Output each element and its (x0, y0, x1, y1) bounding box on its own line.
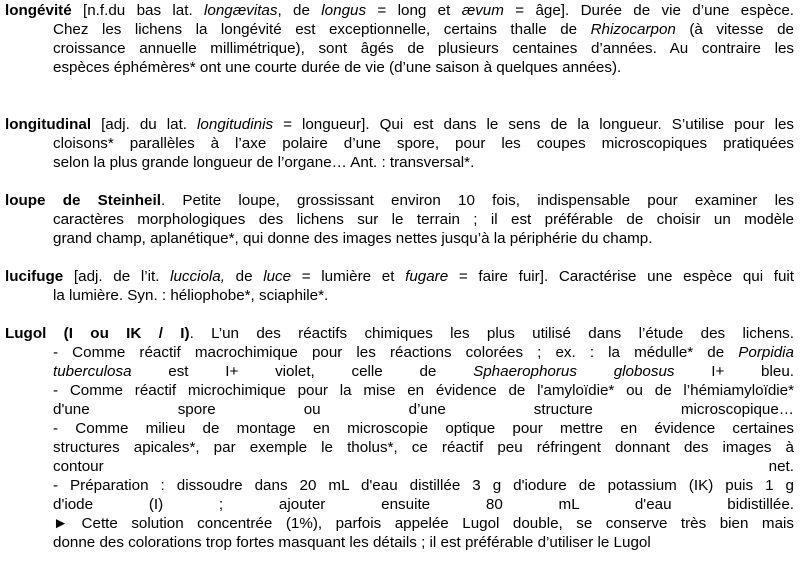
entry-line: - Comme réactif macrochimique pour les réactions colorées ; ex. : la médulle* de Porpidia (53, 344, 794, 361)
entry-line: caractères morphologiques des lichens sur le terrain ; il est préférable de choisir un modèle (53, 211, 794, 228)
entry-line: Chez les lichens la longévité est exceptionnelle, certains thalle de Rhizocarpon (à vitesse de (53, 21, 794, 38)
entry-line: - Préparation : dissoudre dans 20 mL d'eau distillée 3 g d'iodure de potassium (IK) puis 1 g (53, 477, 794, 494)
entry-line: d'iode (I) ; ajouter ensuite 80 mL d'eau bidistillée. (53, 496, 794, 513)
italic-text: Sphaerophorus globosus (473, 363, 675, 380)
italic-text: lucciola, (170, 268, 225, 285)
entry-line: donne des colorations trop fortes masquant les détails ; il est préférable d’utiliser le Lugol (53, 534, 651, 551)
entry-line: la lumière. Syn. : héliophobe*, sciaphile*. (53, 287, 329, 304)
entry-lucifuge (5, 267, 794, 305)
italic-text: Porpidia (738, 344, 794, 361)
entry-line: cloisons* parallèles à l’axe polaire d’une spore, pour les coupes microscopiques pratiquées (53, 135, 794, 152)
entry-line: - Comme milieu de montage en microscopie optique pour mettre en évidence certaines (53, 420, 794, 437)
entry-line: - Comme réactif microchimique pour la mise en évidence de l'amyloïdie* ou de l’hémiamyloïdie* (53, 382, 794, 399)
entry-line: longévité [n.f.du bas lat. longævitas, de longus = long et ævum = âge]. Durée de vie d’une espèce. (5, 2, 794, 19)
entry-term: loupe de Steinheil (5, 192, 161, 209)
entry-term: lucifuge (5, 268, 64, 285)
entry-line: contour net. (53, 458, 794, 475)
entry-line: structures apicales*, par exemple le tholus*, ce réactif peu réfringent donnant des images à (53, 439, 794, 456)
entry-line: espèces éphémères* ont une courte durée de vie (d’une saison à quelques années). (53, 59, 622, 76)
italic-text: tuberculosa (53, 363, 132, 380)
entry-line: tuberculosa est I+ violet, celle de Sphaerophorus globosus I+ bleu. (53, 363, 794, 380)
italic-text: longitudinis (197, 116, 274, 133)
italic-text: longævitas (204, 2, 278, 19)
entry-longitudinal (5, 115, 794, 172)
italic-text: fugare (405, 268, 449, 285)
entry-line: loupe de Steinheil. Petite loupe, grossissant environ 10 fois, indispensable pour examiner les (5, 192, 794, 209)
entry-line: ► Cette solution concentrée (1%), parfois appelée Lugol double, se conserve très bien mais (53, 515, 794, 532)
entry-longevite (5, 1, 794, 77)
italic-text: Rhizocarpon (590, 21, 676, 38)
entry-lugol (5, 324, 794, 552)
entry-term: Lugol (I ou IK / I) (5, 325, 190, 342)
entry-line: grand champ, aplanétique*, qui donne des images nettes jusqu’à la périphérie du champ. (53, 230, 653, 247)
entry-term: longitudinal (5, 116, 92, 133)
entry-line: croissance annuelle millimétrique), sont âgés de plusieurs centaines d’années. Au contraire les (53, 40, 794, 57)
entry-loupe-de-steinheil (5, 191, 794, 248)
italic-text: luce (263, 268, 292, 285)
entry-line: selon la plus grande longueur de l’organe… Ant. : transversal*. (53, 154, 475, 171)
entry-line: d'une spore ou d’une structure microscopique… (53, 401, 794, 418)
entry-line: lucifuge [adj. de l’it. lucciola, de luce = lumière et fugare = faire fuir]. Caractérise une espèce qui fuit (5, 268, 795, 285)
entry-term: longévité (5, 2, 72, 19)
italic-text: longus (321, 2, 367, 19)
entry-line: longitudinal [adj. du lat. longitudinis = longueur]. Qui est dans le sens de la longueur. S’utilise pour les (5, 116, 794, 133)
italic-text: ævum (461, 2, 504, 19)
entry-line: Lugol (I ou IK / I). L’un des réactifs chimiques les plus utilisé dans l’étude des lichens. (5, 325, 794, 342)
